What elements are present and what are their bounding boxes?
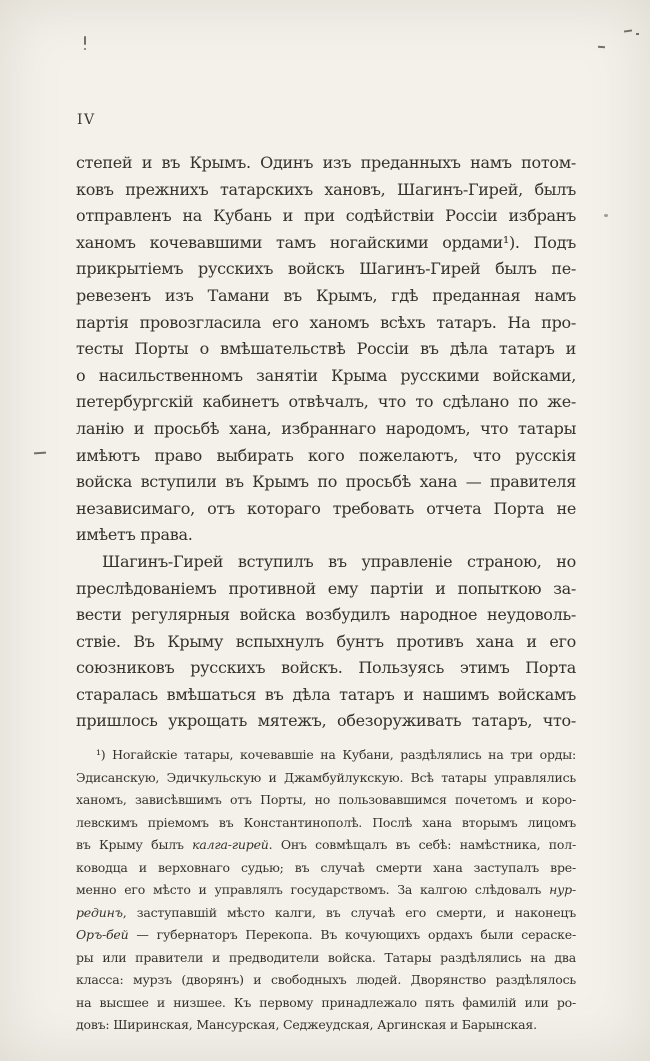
text-line: ры или правители и предводители войска. Татары раздѣлялись на два xyxy=(76,949,576,965)
text-line: ханомъ кочевавшими тамъ ногайскими ордами¹). Подъ xyxy=(76,232,576,252)
scan-artifact xyxy=(598,46,605,48)
text-line: старалась вмѣшаться въ дѣла татаръ и нашимъ войскамъ xyxy=(76,684,576,704)
text-line: рединъ, заступавшій мѣсто калги, въ случаѣ его смерти, и наконецъ xyxy=(76,904,576,920)
text-line: отправленъ на Кубань и при содѣйствіи Россіи избранъ xyxy=(76,206,576,226)
scan-artifact xyxy=(636,33,639,35)
text-line: Эдисанскую, Эдичкульскую и Джамбуйлукскую. Всѣ татары управлялись xyxy=(76,769,576,785)
text-line: ревезенъ изъ Тамани въ Крымъ, гдѣ преданная намъ xyxy=(76,285,576,305)
text-line: Шагинъ-Гирей вступилъ въ управленіе страною, но xyxy=(102,551,576,571)
text-line: прикрытіемъ русскихъ войскъ Шагинъ-Гирей былъ пе- xyxy=(76,259,576,279)
scan-artifact xyxy=(604,214,608,217)
footnote-block xyxy=(76,744,576,1037)
text-line: степей и въ Крымъ. Одинъ изъ преданныхъ намъ потом- xyxy=(76,153,576,172)
text-line: довъ: Ширинская, Мансурская, Седжеудская, Аргинская и Барынская. xyxy=(76,1017,537,1032)
text-line: независимаго, отъ котораго требовать отчета Порта не xyxy=(76,498,576,518)
text-line: ланію и просьбѣ хана, избраннаго народомъ, что татары xyxy=(76,418,576,438)
text-line: войска вступили въ Крымъ по просьбѣ хана — правителя xyxy=(76,472,576,492)
scan-artifact xyxy=(34,452,46,455)
text-line: класса: мурзъ (дворянъ) и свободныхъ людей. Дворянство раздѣлялось xyxy=(76,972,576,987)
text-line: вести регулярныя войска возбудилъ народное неудоволь- xyxy=(76,605,576,625)
text-line: ководца и верховнаго судью; въ случаѣ смерти хана заступалъ вре- xyxy=(76,859,576,875)
text-line: менно его мѣсто и управлялъ государствомъ. За калгою слѣдовалъ нур- xyxy=(76,882,576,897)
text-line: о насильственномъ занятіи Крыма русскими войсками, xyxy=(76,365,576,385)
text-line: тесты Порты о вмѣшательствѣ Россіи въ дѣла татаръ и xyxy=(76,339,576,359)
text-line: преслѣдованіемъ противной ему партіи и попыткою за- xyxy=(76,578,576,598)
text-line: петербургскій кабинетъ отвѣчалъ, что то сдѣлано по же- xyxy=(76,392,576,412)
scan-artifact xyxy=(624,29,632,32)
text-line: на высшее и низшее. Къ первому принадлежало пять фамилій или ро- xyxy=(76,994,576,1010)
text-line: ¹) Ногайскіе татары, кочевавшіе на Кубани, раздѣлялись на три орды: xyxy=(96,747,576,762)
text-line: левскимъ пріемомъ въ Константинополѣ. Послѣ хана вторымъ лицомъ xyxy=(76,814,576,830)
text-line: пришлось укрощать мятежъ, обезоруживать татаръ, что- xyxy=(76,711,576,731)
scan-artifact xyxy=(84,36,86,45)
text-line: въ Крыму былъ калга-гирей. Онъ совмѣщалъ въ себѣ: намѣстника, пол- xyxy=(76,837,576,852)
text-line: союзниковъ русскихъ войскъ. Пользуясь этимъ Порта xyxy=(76,658,576,678)
text-line: ханомъ, зависѣвшимъ отъ Порты, но пользовавшимся почетомъ и коро- xyxy=(76,792,576,807)
text-line: имѣетъ права. xyxy=(76,525,193,545)
text-line: партія провозгласила его ханомъ всѣхъ татаръ. На про- xyxy=(76,312,576,332)
text-line: ствіе. Въ Крыму вспыхнулъ бунтъ противъ хана и его xyxy=(76,631,576,651)
text-line: Оръ-бей — губернаторъ Перекопа. Въ кочующихъ ордахъ были сераске- xyxy=(76,927,576,942)
scan-artifact xyxy=(84,48,86,50)
text-line: имѣютъ право выбирать кого пожелаютъ, что русскія xyxy=(76,445,576,465)
text-line: ковъ прежнихъ татарскихъ хановъ, Шагинъ-Гирей, былъ xyxy=(76,179,576,199)
page-number: IV xyxy=(77,112,96,128)
main-text-block xyxy=(76,150,576,735)
